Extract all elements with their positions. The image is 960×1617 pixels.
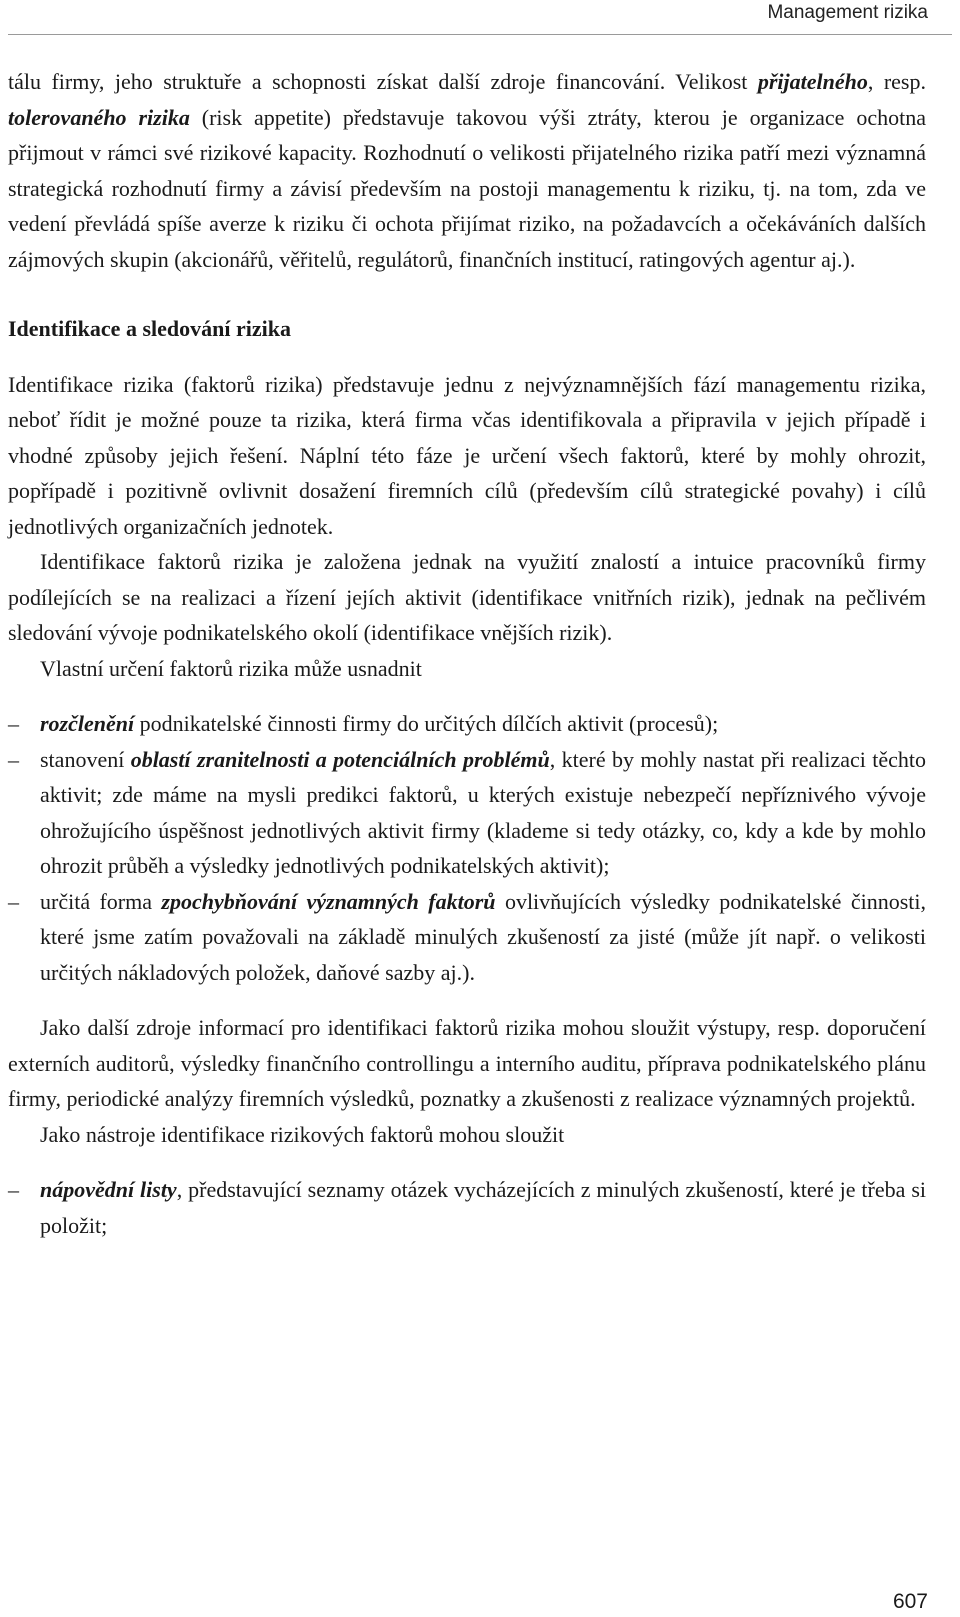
paragraph-information-sources: Jako další zdroje informací pro identifikaci faktorů rizika mohou sloužit výstupy, resp. doporučení externích auditorů, výsledky finančního controllingu a interního auditu, příprava podnikatelského plánu firmy, periodické analýzy firemních výsledků, poznatky a zkušenosti z realizace významných projektů. xyxy=(8,1015,926,1111)
page-number: 607 xyxy=(892,1590,928,1613)
running-header: Management rizika xyxy=(767,2,928,23)
para1-text-3: (risk appetite) představuje takovou výši ztráty, kterou je organizace ochotna přijmout v rámci své rizikové kapacity. Rozhodnutí o velikosti přijatelného rizika patří mezi významná strategická rozhodnutí firmy a závisí především na postoji managementu k riziku, tj. na tom, zda ve vedení převládá spíše averze k riziku či ochota přijímat riziko, na požadavcích a očekáváních dalších zájmových skupin (akcionářů, věřitelů, regulátorů, finančních institucí, ratingových agentur aj.). xyxy=(8,104,926,272)
list-item-term: nápovědní listy xyxy=(40,1177,177,1202)
list-item-text: ovlivňujících výsledky podnikatelské činnosti, které jsme zatím považovali na základě minulých zkušeností za jisté (může jít např. o velikosti určitých nákladových položek, daňové sazby aj.). xyxy=(40,888,927,985)
list-item-term: zpochybňování významných faktorů xyxy=(161,888,496,914)
list-item-text: podnikatelské činnosti firmy do určitých dílčích aktivit (procesů); xyxy=(134,711,719,736)
header-divider xyxy=(8,34,952,35)
para1-text-2: , resp. xyxy=(867,69,926,94)
tools-list xyxy=(8,1172,926,1243)
list-item-term: rozčlenění xyxy=(40,711,135,736)
page-body xyxy=(8,64,926,1243)
list-item xyxy=(8,706,926,742)
factor-list xyxy=(8,706,926,990)
term-tolerated-risk: tolerovaného rizika xyxy=(8,104,190,130)
dash-bullet: – xyxy=(8,1177,19,1202)
paragraph-list-intro: Vlastní určení faktorů rizika může usnadnit xyxy=(40,655,422,681)
dash-bullet: – xyxy=(8,888,19,914)
list-item-term: oblastí zranitelnosti a potenciálních problémů xyxy=(130,746,550,772)
paragraph-risk-appetite xyxy=(8,64,926,277)
dash-bullet: – xyxy=(8,746,19,772)
paragraph-tools-intro: Jako nástroje identifikace rizikových faktorů mohou sloužit xyxy=(40,1121,565,1147)
list-item xyxy=(8,1172,926,1243)
list-item xyxy=(8,884,926,991)
list-item-text: , které by mohly nastat při realizaci těchto aktivit; zde máme na mysli predikci faktorů, u kterých existuje nebezpečí nepříznivého vývoje ohrožujícího úspěšnost jednotlivých aktivit firmy (klademe si tedy otázky, co, kdy a kde by mohlo ohrozit průběh a výsledky jednotlivých podnikatelských aktivit); xyxy=(40,746,926,878)
list-item-text: , představující seznamy otázek vycházejících z minulých zkušeností, které je třeba si položit; xyxy=(40,1177,926,1238)
para1-text-1: tálu firmy, jeho struktuře a schopnosti získat další zdroje financování. Velikost xyxy=(8,69,758,94)
dash-bullet: – xyxy=(8,711,19,736)
term-acceptable: přijatelného xyxy=(757,69,868,94)
list-item-prefix: stanovení xyxy=(40,746,131,772)
section-heading: Identifikace a sledování rizika xyxy=(8,316,291,341)
paragraph-identification-basis: Identifikace faktorů rizika je založena jednak na využití znalostí a intuice pracovníků firmy podílejících se na realizaci a řízení jejích aktivit (identifikace vnitřních rizik), jednak na pečlivém sledování vývoje podnikatelského okolí (identifikace vnějších rizik). xyxy=(8,549,926,645)
list-item-prefix: určitá forma xyxy=(40,888,162,914)
paragraph-identification-intro: Identifikace rizika (faktorů rizika) představuje jednu z nejvýznamnějších fází managementu rizika, neboť řídit je možné pouze ta rizika, která firma včas identifikovala a připravila v jejich případě i vhodné způsoby jejich řešení. Náplní této fáze je určení všech faktorů, které by mohly ohrozit, popřípadě i pozitivně ovlivnit dosažení firemních cílů (především cílů strategické povahy) i cílů jednotlivých organizačních jednotek. xyxy=(8,371,926,539)
list-item xyxy=(8,742,926,884)
